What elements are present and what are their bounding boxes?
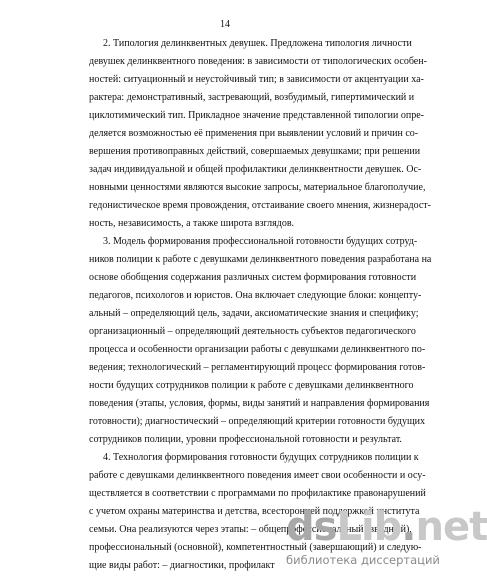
paragraph-3-line-3: основе обобщения содержания различных систем формирования готовности xyxy=(89,272,417,283)
paragraph-4-line-2: работе с девушками делинквентного поведения имеет свои особенности и осу- xyxy=(89,470,426,481)
paragraph-4-line-7: щие виды работ: – диагностики, профилакт xyxy=(89,560,275,571)
paragraph-3-line-1: 3. Модель формирования профессиональной готовности будущих сотруд- xyxy=(103,236,418,247)
paragraph-4-line-6: профессиональный (основной), компетентностный (завершающий) и следую- xyxy=(89,542,422,553)
paragraph-3-line-2: ников полиции к работе с девушками делинквентного поведения разработана на xyxy=(89,254,432,265)
paragraph-3-line-9: ности будущих сотрудников полиции к работе с девушками делинквентного xyxy=(89,380,414,391)
paragraph-3-line-7: процесса и особенности организации работы с девушками делинквентного по- xyxy=(89,344,426,355)
paragraph-3-line-12: сотрудников полиции, уровни профессиональной готовности и результат. xyxy=(89,434,402,445)
paragraph-4-line-4: с учетом охраны материнства и детства, всесторонней поддержкой института xyxy=(89,506,420,517)
dslib-logo xyxy=(286,503,487,551)
paragraph-2-line-9: новными ценностями являются высокие запросы, материальное благополучие, xyxy=(89,182,426,193)
paragraph-2-line-1: 2. Типология делинквентных девушек. Предложена типология личности xyxy=(103,38,412,49)
paragraph-3-line-5: альный – определяющий цель, задачи, аксиоматические знания и специфику; xyxy=(89,308,419,319)
paragraph-2-line-8: задач индивидуальной и общей профилактики делинквентности девушек. Ос- xyxy=(89,164,422,175)
paragraph-2-line-4: рактера: демонстративный, застревающий, возбудимый, гипертимический и xyxy=(89,92,415,103)
paragraph-4-line-5: семьи. Она реализуются через этапы: – общепрофессиональный (вводный), xyxy=(89,524,412,535)
dslib-logo-ds: ds xyxy=(286,504,337,550)
paragraph-2-line-6: деляется возможностью её применения при выявлении условий и причин со- xyxy=(89,128,419,139)
dslib-tagline: библиотека диссертаций xyxy=(286,553,440,567)
paragraph-3-line-11: готовности); диагностический – определяющий критерии готовности будущих xyxy=(89,416,426,427)
paragraph-3-line-8: ведения; технологический – регламентирующий процесс формирования готов- xyxy=(89,362,426,373)
dslib-logo-lib: Lib xyxy=(336,504,402,550)
paragraph-4-line-1: 4. Технология формирования готовности будущих сотрудников полиции к xyxy=(103,452,419,463)
dslib-logo-dot: . xyxy=(401,504,416,550)
page-number: 14 xyxy=(220,19,230,30)
paragraph-2-line-7: вершения противоправных действий, совершаемых девушками; при решении xyxy=(89,146,421,157)
paragraph-2-line-11: ность, независимость, а также широта взглядов. xyxy=(89,218,295,229)
dslib-watermark xyxy=(284,503,487,573)
dslib-logo-net: net xyxy=(415,504,487,550)
paragraph-2-line-3: ностей: ситуационный и неустойчивый тип; в зависимости от акцентуации ха- xyxy=(89,74,424,85)
paragraph-3-line-10: поведения (этапы, условия, формы, виды занятий и направления формирования xyxy=(89,398,430,409)
paragraph-2-line-5: циклотимический тип. Прикладное значение представленной типологии опре- xyxy=(89,110,424,121)
paragraph-3-line-6: организационный – определяющий деятельность субъектов педагогического xyxy=(89,326,416,337)
paragraph-2-line-10: гедонистическое время провождения, отстаивание своего мнения, жизнерадост- xyxy=(89,200,431,211)
paragraph-4-line-3: ществляется в соответствии с программами по профилактике правонарушений xyxy=(89,488,426,499)
paragraph-3-line-4: педагогов, психологов и юристов. Она включает следующие блоки: концепту- xyxy=(89,290,422,301)
paragraph-2-line-2: девушек делинквентного поведения: в зависимости от типологических особен- xyxy=(89,56,427,67)
